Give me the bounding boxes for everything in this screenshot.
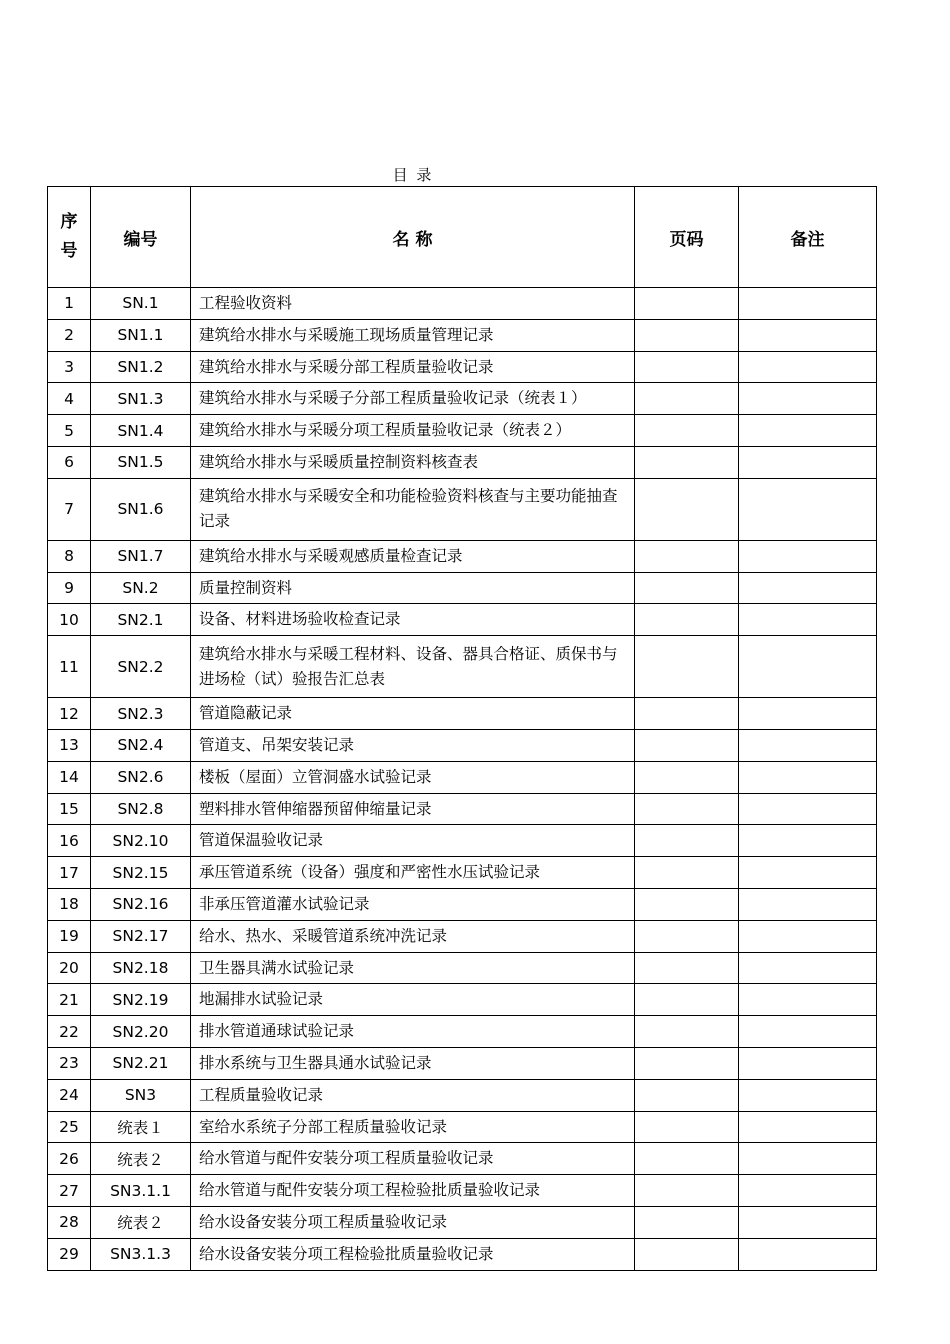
row-page: [635, 572, 739, 604]
row-name: 承压管道系统（设备）强度和严密性水压试验记录: [191, 857, 635, 889]
row-name: 给水设备安装分项工程质量验收记录: [191, 1206, 635, 1238]
row-page: [635, 888, 739, 920]
row-seq: 10: [48, 604, 91, 636]
row-name: 建筑给水排水与采暖分部工程质量验收记录: [191, 351, 635, 383]
row-name: 给水管道与配件安装分项工程质量验收记录: [191, 1143, 635, 1175]
row-code: 统表２: [91, 1206, 191, 1238]
row-page: [635, 952, 739, 984]
header-name: 名 称: [191, 187, 635, 288]
row-note: [739, 540, 877, 572]
row-page: [635, 288, 739, 320]
row-page: [635, 729, 739, 761]
row-note: [739, 604, 877, 636]
table-row: [48, 1079, 877, 1111]
table-row: [48, 288, 877, 320]
table-row: [48, 415, 877, 447]
table-row: [48, 1206, 877, 1238]
row-code: SN2.4: [91, 729, 191, 761]
row-seq: 27: [48, 1175, 91, 1207]
row-note: [739, 1047, 877, 1079]
row-seq: 24: [48, 1079, 91, 1111]
row-note: [739, 319, 877, 351]
header-seq-bottom: 号: [60, 241, 78, 261]
row-note: [739, 729, 877, 761]
row-name: 给水、热水、采暖管道系统冲洗记录: [191, 920, 635, 952]
header-page: 页码: [635, 187, 739, 288]
row-code: SN2.10: [91, 825, 191, 857]
row-note: [739, 793, 877, 825]
row-note: [739, 572, 877, 604]
row-note: [739, 636, 877, 698]
row-seq: 15: [48, 793, 91, 825]
row-note: [739, 761, 877, 793]
row-name: 排水系统与卫生器具通水试验记录: [191, 1047, 635, 1079]
row-page: [635, 920, 739, 952]
document-title: 目 录: [392, 166, 434, 184]
table-row: [48, 319, 877, 351]
row-seq: 19: [48, 920, 91, 952]
row-seq: 18: [48, 888, 91, 920]
row-page: [635, 825, 739, 857]
row-page: [635, 415, 739, 447]
row-seq: 6: [48, 446, 91, 478]
row-seq: 23: [48, 1047, 91, 1079]
row-code: SN2.19: [91, 984, 191, 1016]
row-note: [739, 446, 877, 478]
row-name: 管道支、吊架安装记录: [191, 729, 635, 761]
row-note: [739, 1238, 877, 1270]
row-code: SN3.1.3: [91, 1238, 191, 1270]
row-page: [635, 761, 739, 793]
row-seq: 16: [48, 825, 91, 857]
table-row: [48, 729, 877, 761]
row-name: 建筑给水排水与采暖子分部工程质量验收记录（统表１）: [191, 383, 635, 415]
table-row: [48, 1143, 877, 1175]
row-code: 统表２: [91, 1143, 191, 1175]
header-seq: [48, 187, 91, 288]
header-code: 编号: [91, 187, 191, 288]
row-seq: 1: [48, 288, 91, 320]
row-code: SN2.6: [91, 761, 191, 793]
row-page: [635, 793, 739, 825]
row-page: [635, 984, 739, 1016]
row-name: 设备、材料进场验收检查记录: [191, 604, 635, 636]
row-note: [739, 383, 877, 415]
row-code: SN1.2: [91, 351, 191, 383]
row-code: SN2.2: [91, 636, 191, 698]
row-page: [635, 319, 739, 351]
row-code: SN2.16: [91, 888, 191, 920]
row-note: [739, 288, 877, 320]
row-page: [635, 1238, 739, 1270]
row-name: 楼板（屋面）立管洞盛水试验记录: [191, 761, 635, 793]
row-seq: 17: [48, 857, 91, 889]
table-row: [48, 572, 877, 604]
row-name: 工程质量验收记录: [191, 1079, 635, 1111]
row-seq: 8: [48, 540, 91, 572]
row-name: 非承压管道灌水试验记录: [191, 888, 635, 920]
row-name: 给水设备安装分项工程检验批质量验收记录: [191, 1238, 635, 1270]
row-page: [635, 604, 739, 636]
table-row: [48, 1016, 877, 1048]
row-name: 建筑给水排水与采暖质量控制资料核查表: [191, 446, 635, 478]
row-code: SN1.6: [91, 478, 191, 540]
row-code: SN.2: [91, 572, 191, 604]
row-note: [739, 825, 877, 857]
row-name: 建筑给水排水与采暖观感质量检查记录: [191, 540, 635, 572]
row-seq: 4: [48, 383, 91, 415]
table-row: [48, 698, 877, 730]
table-row: [48, 383, 877, 415]
row-page: [635, 1016, 739, 1048]
row-name: 质量控制资料: [191, 572, 635, 604]
row-page: [635, 446, 739, 478]
row-note: [739, 857, 877, 889]
row-page: [635, 1111, 739, 1143]
row-code: SN3: [91, 1079, 191, 1111]
row-code: SN.1: [91, 288, 191, 320]
row-seq: 5: [48, 415, 91, 447]
row-seq: 3: [48, 351, 91, 383]
row-page: [635, 1175, 739, 1207]
row-code: SN2.21: [91, 1047, 191, 1079]
table-row: [48, 604, 877, 636]
row-seq: 28: [48, 1206, 91, 1238]
row-note: [739, 1016, 877, 1048]
table-row: [48, 446, 877, 478]
row-note: [739, 952, 877, 984]
row-code: SN1.3: [91, 383, 191, 415]
row-code: SN2.17: [91, 920, 191, 952]
row-code: SN1.5: [91, 446, 191, 478]
row-note: [739, 1143, 877, 1175]
row-seq: 22: [48, 1016, 91, 1048]
table-row: [48, 888, 877, 920]
row-page: [635, 540, 739, 572]
row-name: 地漏排水试验记录: [191, 984, 635, 1016]
row-note: [739, 1111, 877, 1143]
row-seq: 14: [48, 761, 91, 793]
table-row: [48, 351, 877, 383]
header-seq-top: 序: [60, 212, 78, 232]
row-seq: 29: [48, 1238, 91, 1270]
row-code: SN2.8: [91, 793, 191, 825]
row-note: [739, 1175, 877, 1207]
row-seq: 20: [48, 952, 91, 984]
toc-body: [48, 288, 877, 1271]
row-name: 管道隐蔽记录: [191, 698, 635, 730]
table-header-row: [48, 187, 877, 288]
row-name: 卫生器具满水试验记录: [191, 952, 635, 984]
row-note: [739, 478, 877, 540]
row-seq: 12: [48, 698, 91, 730]
row-code: SN1.4: [91, 415, 191, 447]
table-row: [48, 952, 877, 984]
row-name: 管道保温验收记录: [191, 825, 635, 857]
header-note: 备注: [739, 187, 877, 288]
row-note: [739, 984, 877, 1016]
row-code: SN2.1: [91, 604, 191, 636]
row-page: [635, 857, 739, 889]
table-row: [48, 636, 877, 698]
row-name: 工程验收资料: [191, 288, 635, 320]
row-name: 室给水系统子分部工程质量验收记录: [191, 1111, 635, 1143]
row-page: [635, 1143, 739, 1175]
row-page: [635, 383, 739, 415]
row-code: SN2.3: [91, 698, 191, 730]
row-seq: 13: [48, 729, 91, 761]
row-code: SN2.18: [91, 952, 191, 984]
row-code: SN1.1: [91, 319, 191, 351]
row-page: [635, 1079, 739, 1111]
row-page: [635, 1206, 739, 1238]
row-name: 建筑给水排水与采暖工程材料、设备、器具合格证、质保书与进场检（试）验报告汇总表: [191, 636, 635, 698]
row-seq: 11: [48, 636, 91, 698]
row-note: [739, 1079, 877, 1111]
row-seq: 21: [48, 984, 91, 1016]
row-code: SN3.1.1: [91, 1175, 191, 1207]
table-row: [48, 540, 877, 572]
row-seq: 9: [48, 572, 91, 604]
row-page: [635, 478, 739, 540]
row-code: SN2.15: [91, 857, 191, 889]
row-note: [739, 888, 877, 920]
row-seq: 2: [48, 319, 91, 351]
row-name: 给水管道与配件安装分项工程检验批质量验收记录: [191, 1175, 635, 1207]
row-name: 建筑给水排水与采暖施工现场质量管理记录: [191, 319, 635, 351]
row-note: [739, 1206, 877, 1238]
row-code: 统表１: [91, 1111, 191, 1143]
row-page: [635, 698, 739, 730]
table-row: [48, 984, 877, 1016]
row-seq: 25: [48, 1111, 91, 1143]
table-row: [48, 793, 877, 825]
row-seq: 26: [48, 1143, 91, 1175]
row-name: 建筑给水排水与采暖分项工程质量验收记录（统表２）: [191, 415, 635, 447]
row-name: 排水管道通球试验记录: [191, 1016, 635, 1048]
row-seq: 7: [48, 478, 91, 540]
table-row: [48, 1238, 877, 1270]
row-page: [635, 1047, 739, 1079]
row-page: [635, 636, 739, 698]
table-row: [48, 761, 877, 793]
row-note: [739, 920, 877, 952]
table-row: [48, 478, 877, 540]
table-row: [48, 1175, 877, 1207]
table-row: [48, 825, 877, 857]
row-page: [635, 351, 739, 383]
row-note: [739, 698, 877, 730]
row-name: 建筑给水排水与采暖安全和功能检验资料核查与主要功能抽查记录: [191, 478, 635, 540]
row-code: SN1.7: [91, 540, 191, 572]
table-row: [48, 857, 877, 889]
table-row: [48, 920, 877, 952]
table-row: [48, 1047, 877, 1079]
row-code: SN2.20: [91, 1016, 191, 1048]
row-note: [739, 351, 877, 383]
table-row: [48, 1111, 877, 1143]
row-name: 塑料排水管伸缩器预留伸缩量记录: [191, 793, 635, 825]
toc-table: [47, 186, 877, 1271]
row-note: [739, 415, 877, 447]
